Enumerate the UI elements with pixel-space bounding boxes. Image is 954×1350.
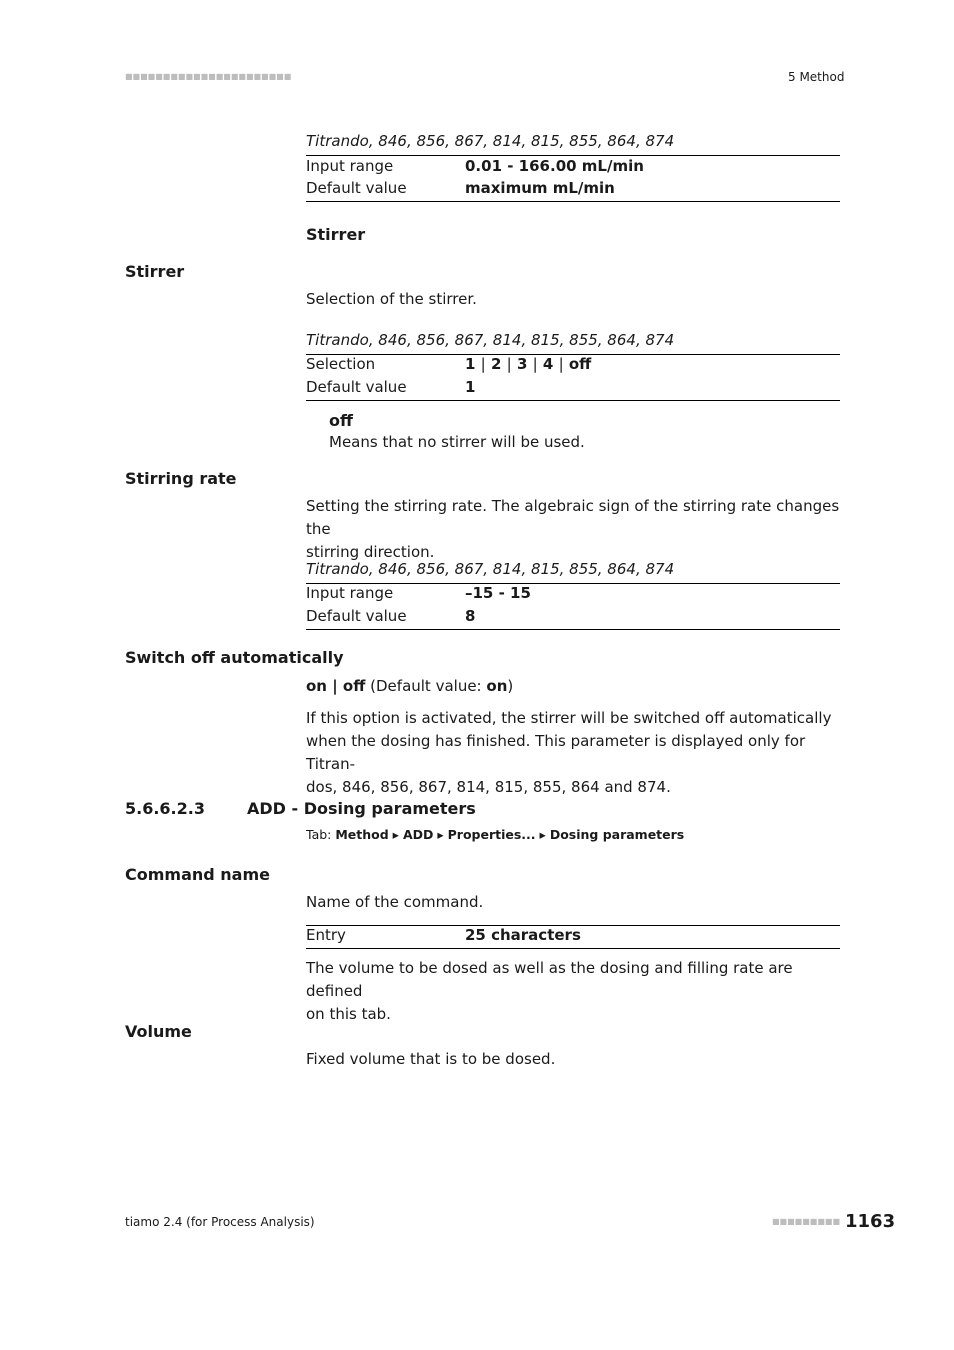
table-value: 1 [465,378,476,396]
table-label: Input range [306,157,394,175]
breadcrumb-item: Method [335,827,389,842]
default-prefix: (Default value: [370,677,487,695]
page-number: 1163 [845,1211,896,1232]
footer-decoration: ■■■■■■■■■ [772,1217,841,1226]
option: 2 [490,355,502,373]
table-rule [306,629,840,630]
section-number: 5.6.6.2.3 [125,799,205,818]
breadcrumb-item: Properties... [447,827,536,842]
table-label: Selection [306,355,376,373]
tab-breadcrumb [306,827,684,842]
breadcrumb-arrow: ▸ [539,827,546,842]
table-rule [306,400,840,401]
parameter-heading: Switch off automatically [125,648,344,667]
description-line: Setting the stirring rate. The algebraic sign of the stirring rate changes the [306,497,840,538]
header-decoration: ■■■■■■■■■■■■■■■■■■■■■■ [125,72,292,81]
option-name: off [329,411,353,430]
table-value: maximum mL/min [465,179,615,197]
description-line: stirring direction. [306,543,435,561]
table-value: 8 [465,607,476,625]
breadcrumb-arrow: ▸ [392,827,399,842]
default-value: on [486,677,508,695]
note-line: on this tab. [306,1005,391,1023]
parameter-heading: Stirrer [125,262,185,281]
separator: | [480,355,486,373]
separator: | [558,355,564,373]
tab-note [306,957,840,1026]
parameter-heading: Command name [125,865,270,884]
table-value: 25 characters [465,926,581,944]
selection-options [465,355,591,373]
breadcrumb-item: ADD [402,827,434,842]
parameter-description: Name of the command. [306,893,484,911]
table-caption: Titrando, 846, 856, 867, 814, 815, 855, 864, 874 [306,331,675,349]
option: off [568,355,592,373]
table-caption: Titrando, 846, 856, 867, 814, 815, 855, 864, 874 [306,132,675,150]
option: 1 [465,355,476,373]
footer-product: tiamo 2.4 (for Process Analysis) [125,1215,315,1229]
table-rule [306,948,840,949]
section-title: ADD - Dosing parameters [247,799,476,818]
parameter-description [306,495,840,564]
parameter-heading: Stirring rate [125,469,237,488]
description-line: If this option is activated, the stirrer will be switched off automatically [306,709,832,727]
parameter-description: Fixed volume that is to be dosed. [306,1050,556,1068]
table-label: Default value [306,179,407,197]
table-value: –15 - 15 [465,584,531,602]
separator: | [506,355,512,373]
parameter-description [306,707,840,799]
table-label: Default value [306,607,407,625]
note-line: The volume to be dosed as well as the dosing and filling rate are defined [306,959,793,1000]
breadcrumb-arrow: ▸ [437,827,444,842]
parameter-heading: Volume [125,1022,192,1041]
table-rule [306,201,840,202]
tab-prefix: Tab: [306,827,332,842]
table-caption: Titrando, 846, 856, 867, 814, 815, 855, 864, 874 [306,560,675,578]
description-line: dos, 846, 856, 867, 814, 815, 855, 864 and 874. [306,778,671,796]
parameter-description: Selection of the stirrer. [306,290,477,308]
table-value: 0.01 - 166.00 mL/min [465,157,644,175]
group-heading: Stirrer [306,225,366,244]
description-line: when the dosing has finished. This parameter is displayed only for Titran- [306,732,806,773]
default-suffix: ) [507,677,514,695]
table-label: Input range [306,584,394,602]
parameter-options [306,675,840,698]
breadcrumb-item: Dosing parameters [549,827,685,842]
chapter-title: 5 Method [788,70,845,84]
table-label: Entry [306,926,346,944]
option: 4 [542,355,554,373]
option-values: on | off [306,677,366,695]
table-rule [306,155,840,156]
option: 3 [516,355,528,373]
table-label: Default value [306,378,407,396]
option-description: Means that no stirrer will be used. [329,433,585,451]
separator: | [532,355,538,373]
